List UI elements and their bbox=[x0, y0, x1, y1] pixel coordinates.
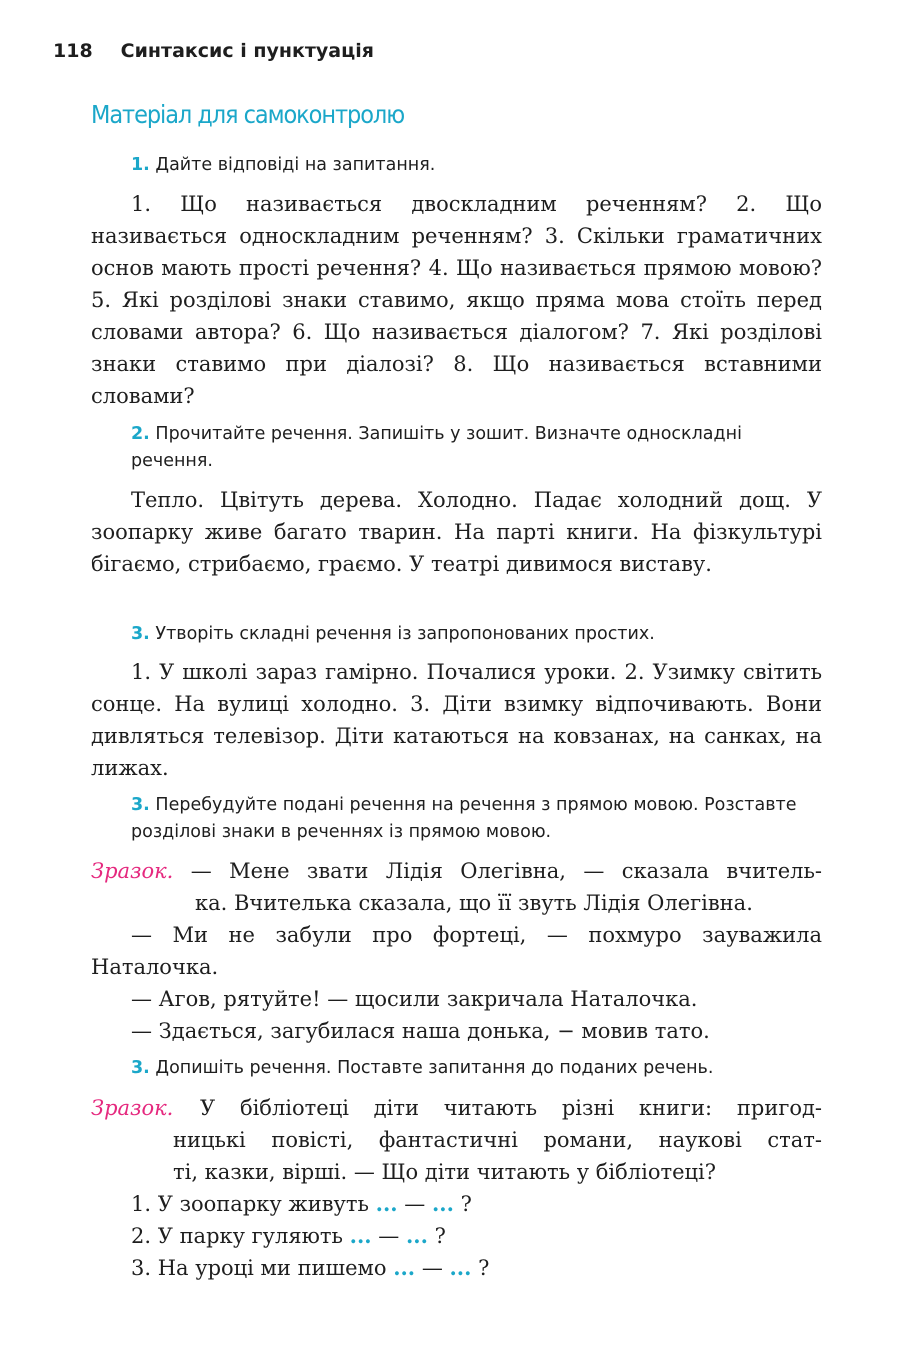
item-dash: — bbox=[404, 1192, 426, 1216]
section-title: Матеріал для самоконтролю bbox=[91, 100, 405, 129]
sample-label-2 bbox=[91, 1092, 173, 1124]
task-instruction: Утворіть складні речення із запропонованих простих. bbox=[155, 624, 655, 644]
item-end: ? bbox=[478, 1256, 490, 1280]
blank-dots: ... bbox=[431, 1191, 454, 1216]
item-start: 2. У парку гуляють bbox=[131, 1224, 343, 1248]
item-dash: — bbox=[378, 1224, 400, 1248]
dialogue-line-2: Наталочка. bbox=[91, 955, 219, 979]
fill-item bbox=[131, 1252, 489, 1284]
item-end: ? bbox=[460, 1192, 472, 1216]
task-number: 3. bbox=[131, 795, 150, 815]
task-3-text: 1. У школі зараз гамірно. Почалися уроки. 2. Узимку світить сонце. На вулиці холодно. 3. Діти взимку відпочивають. Вони дивляться телевізор. Діти катаються на ковзанах, на санках, на лижах. bbox=[91, 660, 822, 780]
sample-label: Зразок. bbox=[91, 1096, 174, 1120]
sample-text: — Мене звати Лідія Олегівна, — сказала вчитель- bbox=[190, 859, 822, 883]
task-number: 3. bbox=[131, 624, 150, 644]
task-instruction: Прочитайте речення. Запишіть у зошит. Визначте односкладні речення. bbox=[131, 424, 742, 471]
task-1-text: 1. Що називається двоскладним реченням? 2. Що називається односкладним реченням? 3. Скільки граматичних основ мають прості речення? 4. Що називається прямою мовою? 5. Які розділові знаки ставимо, якщо пряма мова стоїть перед словами автора? 6. Що називається діалогом? 7. Які розділові знаки ставимо при діалозі? 8. Що називається вставними словами? bbox=[91, 192, 822, 408]
task-instruction: Перебудуйте подані речення на речення з прямою мовою. Розставте розділові знаки в реченнях із прямою мовою. bbox=[131, 795, 797, 842]
item-dash: — bbox=[421, 1256, 443, 1280]
sample-line-2: ницькі повісті, фантастичні романи, наукові стат- bbox=[173, 1128, 822, 1152]
fill-item bbox=[131, 1188, 472, 1220]
task-number: 3. bbox=[131, 1058, 150, 1078]
task-2-text: Тепло. Цвітуть дерева. Холодно. Падає холодний дощ. У зоопарку живе багато тварин. На парті книги. На фізкультурі бігаємо, стрибаємо, граємо. У театрі дивимося виставу. bbox=[91, 488, 822, 576]
page-number: 118 bbox=[53, 40, 93, 62]
dialogue-line-4: — Здається, загубилася наша донька, − мовив тато. bbox=[131, 1019, 710, 1043]
page-header bbox=[53, 40, 374, 62]
sample-line-1: У бібліотеці діти читають різні книги: пригод- bbox=[200, 1096, 822, 1120]
chapter-title: Синтаксис і пунктуація bbox=[120, 40, 374, 62]
blank-dots: ... bbox=[405, 1223, 428, 1248]
blank-dots: ... bbox=[375, 1191, 398, 1216]
task-number: 1. bbox=[131, 155, 150, 175]
task-2-instruction bbox=[131, 421, 822, 475]
item-end: ? bbox=[434, 1224, 446, 1248]
sample-label: Зразок. bbox=[91, 859, 174, 883]
sample-line-1 bbox=[91, 855, 822, 887]
sample-line-3: ті, казки, вірші. — Що діти читають у бібліотеці? bbox=[173, 1160, 717, 1184]
task-4-instruction bbox=[131, 792, 822, 846]
item-start: 3. На уроці ми пишемо bbox=[131, 1256, 387, 1280]
task-3-instruction bbox=[131, 621, 822, 648]
blank-dots: ... bbox=[449, 1255, 472, 1280]
task-instruction: Дайте відповіді на запитання. bbox=[155, 155, 436, 175]
dialogue-line-1: — Ми не забули про фортеці, — похмуро зауважила bbox=[131, 923, 822, 947]
task-number: 2. bbox=[131, 424, 150, 444]
task-5-instruction bbox=[131, 1055, 822, 1082]
sample-line-2: ка. Вчителька сказала, що її звуть Лідія Олегівна. bbox=[195, 891, 753, 915]
fill-item bbox=[131, 1220, 446, 1252]
blank-dots: ... bbox=[349, 1223, 372, 1248]
item-start: 1. У зоопарку живуть bbox=[131, 1192, 369, 1216]
task-1-instruction bbox=[131, 152, 822, 179]
blank-dots: ... bbox=[393, 1255, 416, 1280]
task-instruction: Допишіть речення. Поставте запитання до поданих речень. bbox=[155, 1058, 714, 1078]
dialogue-line-3: — Агов, рятуйте! — щосили закричала Наталочка. bbox=[131, 987, 698, 1011]
